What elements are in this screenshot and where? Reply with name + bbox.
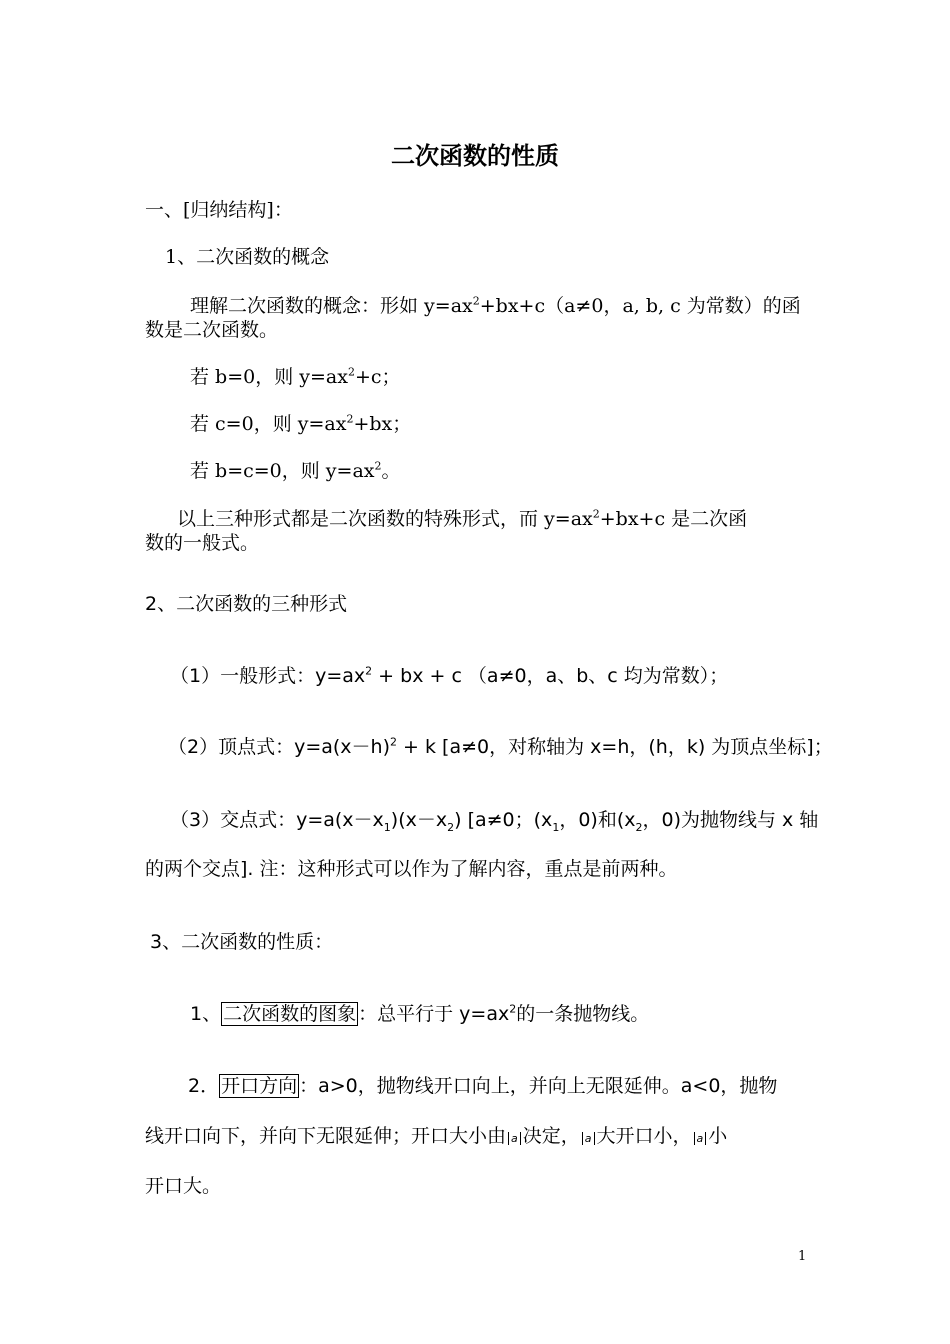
boxed-term-opening: 开口方向 [221, 1075, 298, 1097]
property-opening-line3: 开口大。 [145, 1175, 222, 1197]
section2-heading: 2、二次函数的三种形式 [145, 593, 348, 615]
intercept-form-line2: 的两个交点]. 注：这种形式可以作为了解内容，重点是前两种。 [145, 858, 678, 880]
case-bc-zero: 若 b=c=0，则 $y=ax^2$。 [190, 459, 401, 482]
section3-heading: 3、二次函数的性质： [150, 931, 334, 953]
property-opening-line1: 2． 开口方向 ：a>0，抛物线开口向上，并向上无限延伸。a<0，抛物 [188, 1075, 778, 1097]
summary-line1: 以上三种形式都是二次函数的特殊形式，而 $y=ax^2+bx+c$ 是二次函 [177, 507, 748, 530]
definition-line2: 数是二次函数。 [145, 319, 279, 341]
section1-heading: 一、[归纳结构]： [145, 199, 293, 221]
general-form: （1）一般形式：$y=ax^2$ + bx + c （a≠0，a、b、c 均为常数）； [170, 664, 729, 687]
page-title: 二次函数的性质 [391, 142, 559, 170]
abs-a-symbol: a [508, 1132, 521, 1145]
page-number: 1 [798, 1249, 807, 1264]
intercept-form-line1: （3）交点式：$y=a(x-x_1)(x-x_2)$ [a≠0；($x_1$，0)和($x_2$，0)为抛物线与 x 轴 [170, 809, 819, 834]
boxed-term-graph: 二次函数的图象 [223, 1003, 357, 1025]
summary-line2: 数的一般式。 [145, 532, 260, 554]
abs-a-symbol: a [694, 1132, 707, 1145]
case-c-zero: 若 c=0，则 $y=ax^2+bx$； [190, 412, 412, 435]
abs-a-symbol: a [582, 1132, 595, 1145]
case-b-zero: 若 b=0，则 $y=ax^2+c$； [190, 365, 401, 388]
property-graph: 1、 二次函数的图象 ：总平行于 $y=ax^2$的一条抛物线。 [190, 1002, 650, 1025]
property-opening-line2: 线开口向下，并向下无限延伸；开口大小由 a 决定， a 大开口小， a 小 [145, 1125, 728, 1147]
definition-line1: 理解二次函数的概念：形如 $y=ax^2+bx+c(a\ne 0$，a, b, c 为常数）的函 [190, 294, 801, 317]
vertex-form: （2）顶点式：$y=a(x-h)^2 + k$ [a≠0，对称轴为 x=h，(h，k) 为顶点坐标]； [168, 735, 833, 758]
section1-subheading: 1、二次函数的概念 [165, 246, 330, 268]
